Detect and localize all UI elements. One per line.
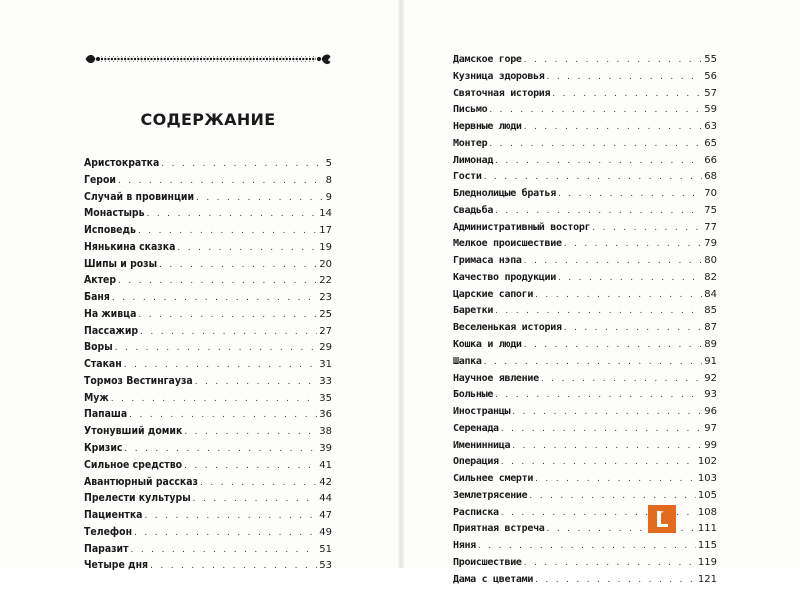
toc-entry-page: 31 [319,359,332,371]
toc-leader-dots [524,337,703,354]
toc-entry [453,521,717,538]
toc-entry [453,371,717,388]
toc-entry [453,320,717,337]
toc-entry-page: 44 [319,493,332,505]
toc-leader-dots [547,69,703,86]
toc-entry-title: Бледнолицые братья [453,188,556,200]
toc-entry [84,323,332,340]
toc-entry-title: Шапка [453,355,482,367]
toc-leader-dots [541,371,702,388]
toc-leader-dots [495,203,702,220]
toc-entry-title: Веселенькая история [453,322,562,334]
toc-leader-dots [535,572,696,589]
floral-ornament-icon [84,50,332,62]
toc-entry [84,490,332,507]
toc-entry-page: 41 [319,459,332,471]
toc-entry-title: На живца [84,307,137,320]
toc-entry-page: 53 [319,560,332,572]
toc-entry-title: Баретки [453,305,494,317]
toc-entry-title: Баня [84,291,110,304]
toc-leader-dots [512,438,702,455]
toc-entry [453,438,717,455]
toc-entry-title: Папаша [84,408,128,421]
toc-entry-page: 102 [697,456,717,468]
toc-leader-dots [524,253,703,270]
toc-entry-title: Телефон [84,525,133,538]
toc-leader-dots [489,102,702,119]
toc-entry [453,454,717,471]
toc-leader-dots [524,119,703,136]
toc-entry [84,172,332,189]
toc-entry [453,505,717,522]
toc-entry-page: 35 [319,392,332,404]
toc-entry-page: 80 [704,255,717,267]
toc-entry-title: Нянькина сказка [84,240,176,253]
toc-entry-page: 75 [704,204,717,216]
toc-leader-dots [118,273,317,289]
toc-entry-page: 66 [704,154,717,166]
toc-entry [84,256,332,273]
toc-entry-page: 121 [697,573,717,585]
toc-entry-title: Землетрясение [453,489,528,501]
toc-entry-page: 56 [704,70,717,82]
toc-entry-page: 23 [319,292,332,304]
toc-leader-dots [495,153,702,170]
toc-entry-title: Именинница [453,439,511,451]
page-title: СОДЕРЖАНИЕ [140,110,276,129]
toc-leader-dots [564,320,703,337]
toc-entry-page: 119 [697,556,717,568]
toc-entry [84,205,332,222]
toc-leader-dots [161,156,323,172]
toc-entry-page: 36 [319,409,332,421]
toc-entry [453,119,717,136]
toc-leader-dots [489,136,702,153]
toc-leader-dots [193,491,318,507]
toc-entry-page: 49 [319,526,332,538]
toc-entry-title: Дамское горе [453,54,522,65]
toc-leader-dots [495,303,702,320]
toc-entry-title: Тормоз Вестингауза [84,374,193,387]
toc-entry-title: Авантюрный рассказ [84,475,198,488]
toc-leader-dots [147,206,318,222]
toc-entry-page: 93 [704,389,717,401]
toc-entry-page: 42 [319,476,332,488]
toc-leader-dots [501,454,696,471]
toc-leader-dots [131,542,318,558]
toc-leader-dots [177,240,317,256]
toc-leader-dots [552,86,702,103]
toc-entry-title: Стакан [84,358,122,371]
toc-entry-page: 68 [704,171,717,183]
toc-entry-title: Иностранцы [453,406,511,418]
toc-entry [84,189,332,206]
toc-entry [84,440,332,457]
toc-entry-title: Гости [453,171,482,183]
toc-entry-page: 105 [697,489,717,501]
toc-entry-title: Письмо [453,104,488,116]
toc-entry-page: 9 [325,191,332,203]
toc-leader-dots [184,458,317,474]
toc-entry [453,555,717,572]
toc-leader-dots [124,357,318,373]
toc-entry [453,203,717,220]
toc-entry-page: 25 [319,308,332,320]
toc-entry-page: 96 [704,406,717,418]
toc-leader-dots [495,387,702,404]
toc-leader-dots [558,186,702,203]
toc-leader-dots [112,290,317,306]
toc-entry [453,387,717,404]
toc-entry [453,287,717,304]
toc-entry-page: 14 [319,208,332,220]
toc-entry [453,186,717,203]
toc-entry-page: 108 [697,506,717,518]
toc-entry [84,390,332,407]
toc-leader-dots [138,307,317,323]
toc-entry-page: 55 [704,54,717,65]
toc-entry-title: Кузница здоровья [453,70,545,82]
toc-entry-title: Актер [84,274,117,287]
toc-entry [453,270,717,287]
toc-leader-dots [184,424,317,440]
toc-entry-title: Царские сапоги [453,288,534,300]
toc-entry [84,557,332,574]
toc-entry-title: Расписка [453,506,499,518]
publisher-logo-icon [648,505,676,533]
toc-entry-title: Дама с цветами [453,573,534,585]
toc-leader-dots [512,404,702,421]
toc-entry [84,239,332,256]
toc-entry-page: 57 [704,87,717,99]
toc-entry-title: Серенада [453,422,499,434]
toc-left-list [84,155,332,574]
toc-entry-title: Свадьба [453,204,494,216]
toc-entry-page: 19 [319,241,332,253]
toc-entry-page: 97 [704,422,717,434]
toc-entry [453,488,717,505]
toc-leader-dots [115,340,318,356]
toc-entry-title: Муж [84,391,109,404]
toc-leader-dots [150,558,317,574]
toc-entry-page: 29 [319,342,332,354]
toc-entry-title: Кошка и люди [453,339,522,351]
toc-entry [453,354,717,371]
toc-leader-dots [558,270,702,287]
toc-entry [453,471,717,488]
toc-entry-page: 77 [704,221,717,233]
toc-entry-page: 59 [704,104,717,116]
toc-entry [84,423,332,440]
toc-entry-page: 79 [704,238,717,250]
toc-leader-dots [484,354,703,371]
toc-leader-dots [535,287,702,304]
toc-entry-page: 84 [704,288,717,300]
toc-entry-title: Гримаса нэпа [453,255,522,267]
toc-entry-title: Происшествие [453,556,522,568]
toc-entry-title: Лимонад [453,154,494,166]
toc-entry-title: Воры [84,341,113,354]
toc-entry [84,507,332,524]
toc-entry-title: Пассажир [84,324,139,337]
toc-entry-title: Случай в провинции [84,190,195,203]
toc-entry [84,272,332,289]
toc-leader-dots [124,441,317,457]
toc-entry [84,541,332,558]
toc-entry-title: Четыре дня [84,559,149,572]
toc-entry-page: 87 [704,322,717,334]
toc-entry [453,136,717,153]
toc-entry [84,339,332,356]
toc-leader-dots [200,475,317,491]
toc-entry [453,421,717,438]
toc-entry [453,572,717,589]
toc-entry-page: 92 [704,372,717,384]
toc-entry-title: Паразит [84,542,129,555]
toc-entry-page: 20 [319,258,332,270]
toc-entry [453,86,717,103]
toc-right-list [453,52,717,589]
toc-entry-title: Мелкое происшествие [453,238,562,250]
toc-entry [453,303,717,320]
toc-entry [84,474,332,491]
toc-entry [453,52,717,69]
toc-leader-dots [134,525,317,541]
toc-entry-title: Административный восторг [453,221,591,233]
toc-leader-dots [195,374,318,390]
toc-leader-dots [144,508,317,524]
toc-entry-page: 17 [319,225,332,237]
toc-entry [453,253,717,270]
toc-leader-dots [501,421,703,438]
toc-entry-page: 85 [704,305,717,317]
toc-entry-title: Герои [84,173,116,186]
toc-entry-title: Кризис [84,442,123,455]
toc-leader-dots [118,173,324,189]
toc-entry [453,538,717,555]
toc-entry-page: 103 [697,473,717,485]
toc-entry-title: Сильнее смерти [453,473,534,485]
toc-entry-page: 5 [325,158,332,169]
page-gutter [398,0,404,568]
toc-entry [84,222,332,239]
toc-entry-title: Утонувший домик [84,425,183,438]
toc-entry-title: Прелести культуры [84,492,191,505]
toc-entry [453,220,717,237]
toc-entry-title: Монастырь [84,207,145,220]
toc-entry-page: 8 [325,174,332,186]
toc-entry-page: 115 [697,540,717,552]
toc-leader-dots [129,407,317,423]
toc-entry-title: Монтер [453,137,488,149]
toc-leader-dots [535,471,696,488]
toc-entry-page: 63 [704,121,717,133]
toc-entry-title: Святочная история [453,87,551,99]
toc-entry-page: 70 [704,188,717,200]
toc-entry-page: 89 [704,339,717,351]
toc-entry-page: 22 [319,275,332,287]
toc-entry [453,102,717,119]
toc-entry-page: 27 [319,325,332,337]
toc-entry [453,236,717,253]
toc-entry [453,153,717,170]
toc-leader-dots [564,236,703,253]
toc-leader-dots [484,169,703,186]
toc-entry [453,337,717,354]
toc-leader-dots [140,324,317,340]
toc-entry-page: 111 [697,523,717,535]
toc-entry-title: Пациентка [84,509,143,522]
toc-entry [84,289,332,306]
toc-entry [453,404,717,421]
toc-entry-page: 99 [704,439,717,451]
toc-entry-page: 91 [704,355,717,367]
toc-entry [84,406,332,423]
toc-entry [453,69,717,86]
toc-entry [84,155,332,172]
toc-leader-dots [524,555,696,572]
toc-entry-title: Нервные люди [453,121,522,133]
toc-entry [84,356,332,373]
toc-entry-title: Няня [453,540,476,552]
toc-entry-title: Научное явление [453,372,539,384]
toc-leader-dots [138,223,317,239]
toc-entry-page: 65 [704,137,717,149]
toc-entry [84,457,332,474]
toc-entry-page: 51 [319,543,332,555]
toc-leader-dots [529,488,696,505]
toc-entry-title: Больные [453,389,494,401]
toc-entry [84,373,332,390]
toc-leader-dots [524,52,703,69]
toc-entry-page: 82 [704,271,717,283]
toc-entry-title: Аристократка [84,157,160,169]
toc-leader-dots [159,257,317,273]
toc-leader-dots [478,538,696,555]
toc-entry-title: Операция [453,456,499,468]
toc-leader-dots [196,190,324,206]
toc-entry-page: 39 [319,443,332,455]
toc-entry-title: Исповедь [84,224,136,237]
toc-entry [84,306,332,323]
toc-entry-title: Качество продукции [453,271,556,283]
toc-leader-dots [592,220,702,237]
toc-entry-title: Приятная встреча [453,523,545,535]
toc-entry-title: Шипы и розы [84,257,158,270]
toc-entry-title: Сильное средство [84,458,183,471]
toc-entry-page: 33 [319,375,332,387]
toc-entry [84,524,332,541]
toc-entry-page: 47 [319,510,332,522]
toc-leader-dots [111,391,318,407]
toc-entry-page: 38 [319,426,332,438]
toc-entry [453,169,717,186]
